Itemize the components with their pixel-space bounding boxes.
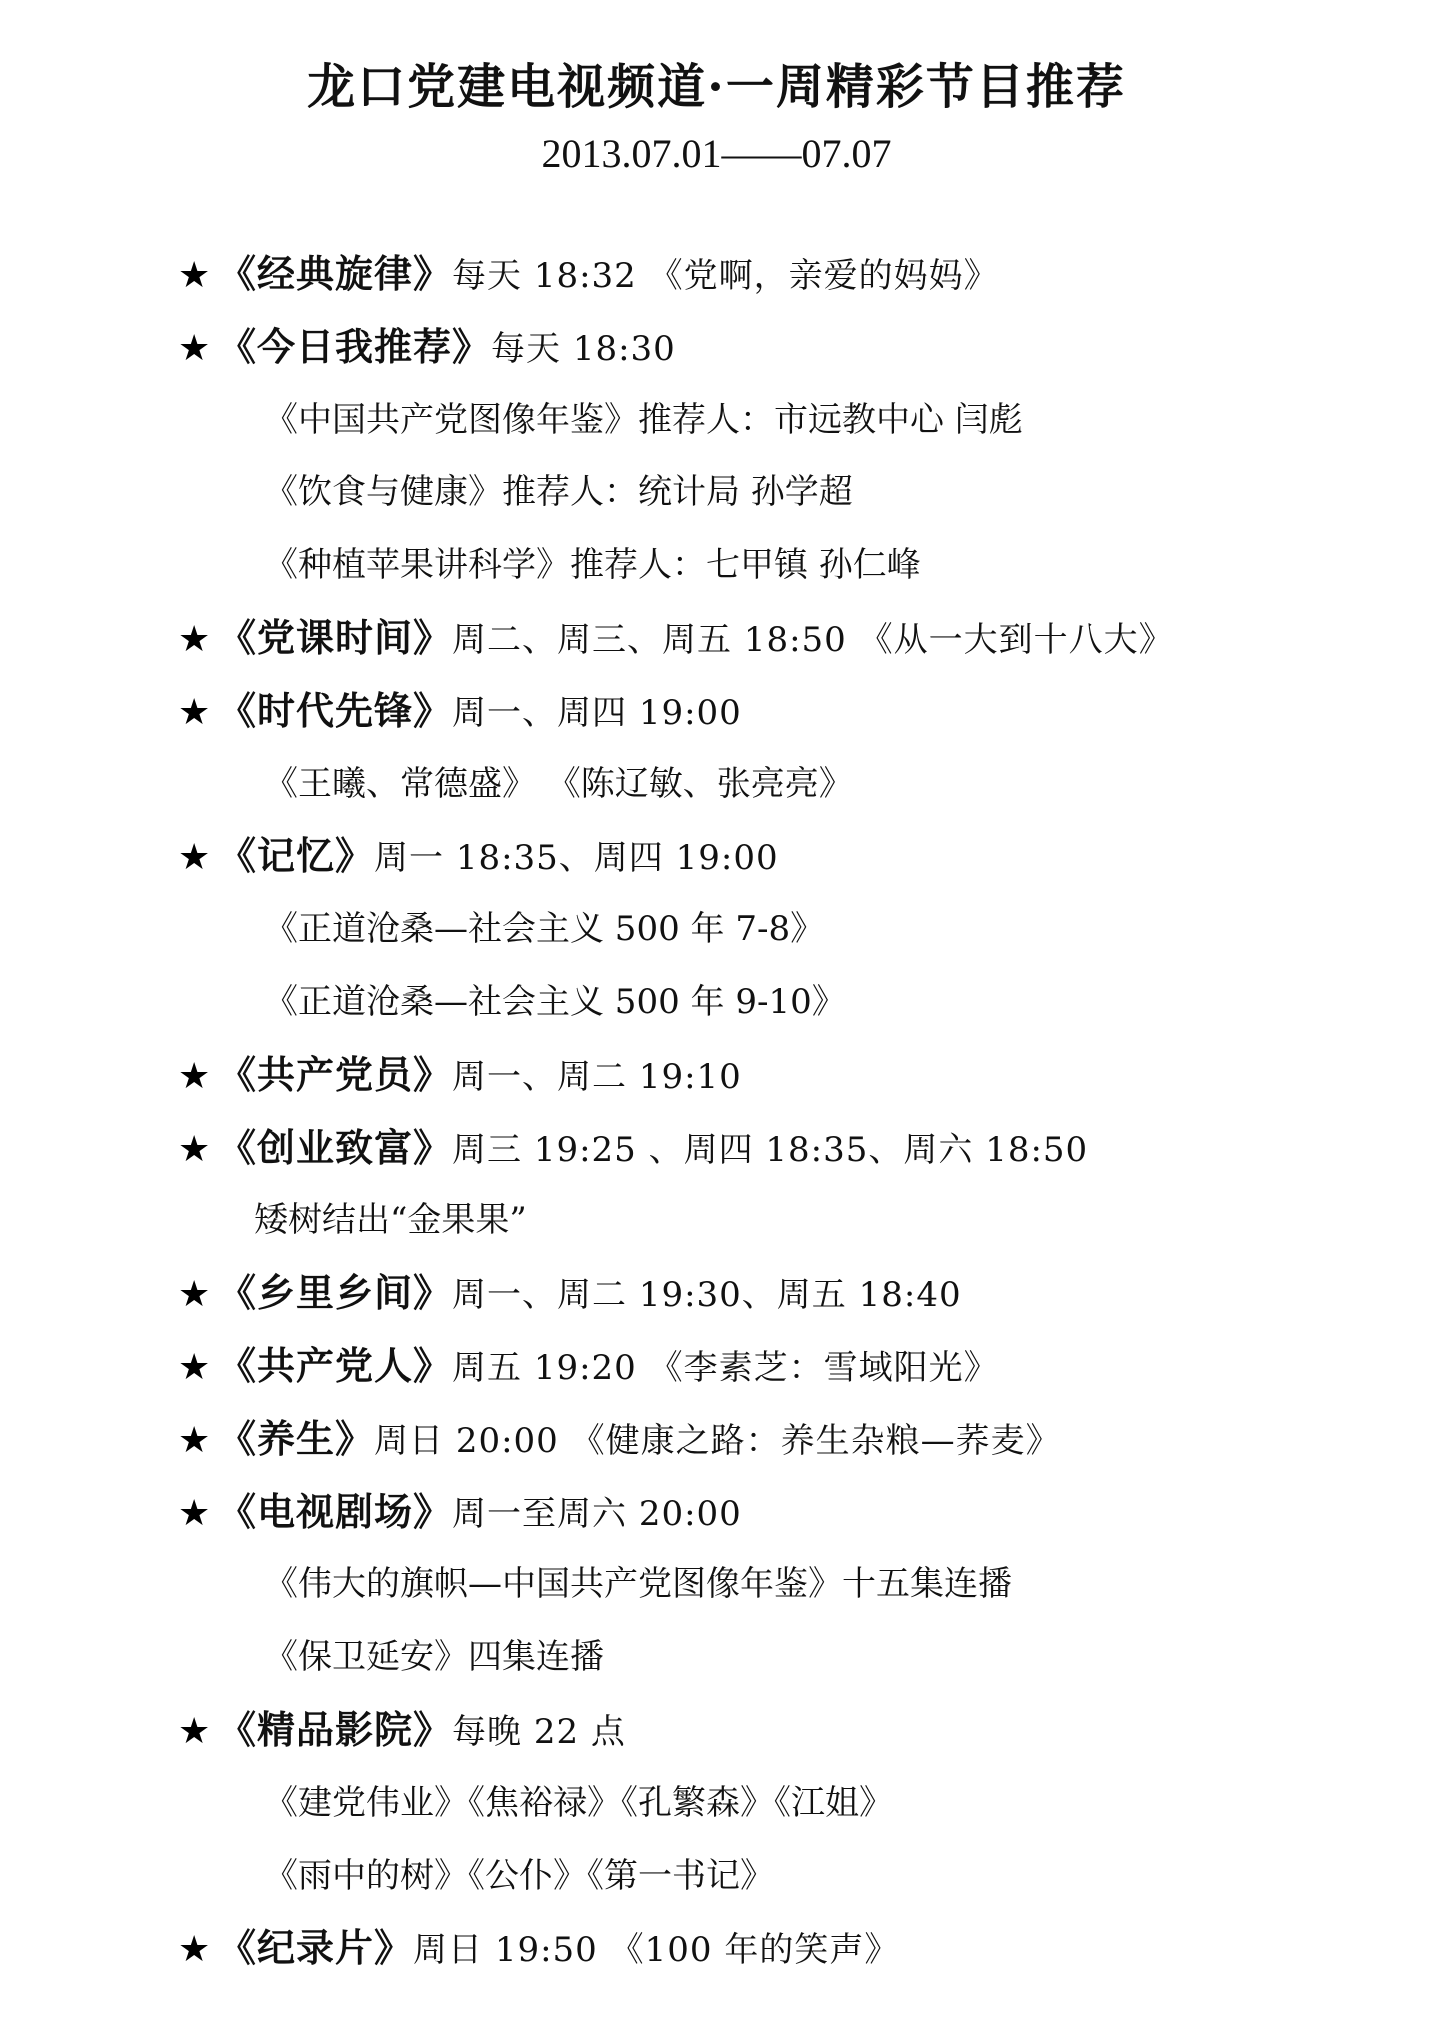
program-schedule: 周一至周六 20:00 — [452, 1493, 742, 1534]
program-row — [178, 1039, 1398, 1112]
program-episode-line: 《建党伟业》《焦裕禄》《孔繁森》《江姐》 — [264, 1782, 893, 1823]
program-row — [178, 1257, 1398, 1330]
program-schedule: 周一、周二 19:10 — [452, 1056, 742, 1097]
star-icon: ★ — [178, 618, 211, 660]
program-name: 《养生》 — [218, 1415, 375, 1461]
program-row — [178, 311, 1398, 384]
star-icon: ★ — [178, 1128, 211, 1170]
star-icon: ★ — [178, 837, 211, 879]
program-row — [178, 238, 1398, 311]
program-name: 《记忆》 — [218, 833, 375, 879]
star-icon: ★ — [178, 1346, 211, 1388]
program-schedule: 周一 18:35、周四 19:00 — [374, 838, 779, 879]
program-episode-line: 《正道沧桑—社会主义 500 年 9-10》 — [264, 981, 846, 1022]
program-row — [178, 1112, 1398, 1185]
star-icon: ★ — [178, 1419, 211, 1461]
program-row — [178, 602, 1398, 675]
program-name: 《乡里乡间》 — [218, 1270, 453, 1316]
program-name: 《党课时间》 — [218, 614, 453, 660]
program-name: 《创业致富》 — [218, 1124, 453, 1170]
program-episode-line: 《中国共产党图像年鉴》推荐人：市远教中心 闫彪 — [264, 399, 1023, 440]
program-row — [178, 1330, 1398, 1403]
program-episode-line: 矮树结出“金果果” — [254, 1200, 527, 1241]
program-row — [178, 1403, 1398, 1476]
program-episode-line: 《伟大的旗帜—中国共产党图像年鉴》十五集连播 — [264, 1564, 1012, 1605]
program-episode-line: 《种植苹果讲科学》推荐人：七甲镇 孙仁峰 — [264, 545, 921, 586]
program-episode-line: 《饮食与健康》推荐人：统计局 孙学超 — [264, 472, 853, 513]
program-list — [178, 238, 1398, 1985]
program-row — [178, 675, 1398, 748]
program-row — [178, 820, 1398, 893]
program-schedule: 周二、周三、周五 18:50 《从一大到十八大》 — [452, 619, 1174, 660]
program-schedule: 周五 19:20 《李素芝：雪域阳光》 — [452, 1347, 999, 1388]
program-episode-line: 《雨中的树》《公仆》《第一书记》 — [264, 1855, 774, 1896]
program-schedule: 周一、周二 19:30、周五 18:40 — [452, 1275, 962, 1316]
program-schedule: 每天 18:30 — [491, 328, 676, 369]
star-icon: ★ — [178, 1274, 211, 1316]
program-schedule: 每晚 22 点 — [452, 1711, 626, 1752]
program-name: 《精品影院》 — [218, 1706, 453, 1752]
program-name: 《共产党员》 — [218, 1051, 453, 1097]
star-icon: ★ — [178, 1929, 211, 1971]
program-schedule: 周日 20:00 《健康之路：养生杂粮—荞麦》 — [374, 1420, 1061, 1461]
program-name: 《共产党人》 — [218, 1342, 453, 1388]
program-name: 《经典旋律》 — [218, 251, 453, 296]
page-title: 龙口党建电视频道·一周精彩节目推荐 — [307, 59, 1126, 115]
star-icon: ★ — [178, 255, 211, 296]
program-episode-line: 《王曦、常德盛》 《陈辽敏、张亮亮》 — [264, 763, 853, 804]
date-range: 2013.07.01——07.07 — [541, 131, 892, 176]
program-row — [178, 1912, 1398, 1985]
program-schedule: 每天 18:32 《党啊，亲爱的妈妈》 — [452, 256, 999, 296]
star-icon: ★ — [178, 1492, 211, 1534]
program-episode-line: 《保卫延安》四集连播 — [264, 1637, 604, 1678]
program-name: 《电视剧场》 — [218, 1488, 453, 1534]
program-name: 《今日我推荐》 — [218, 323, 492, 369]
star-icon: ★ — [178, 1055, 211, 1097]
star-icon: ★ — [178, 691, 211, 733]
program-name: 《时代先锋》 — [218, 687, 453, 733]
program-schedule: 周三 19:25 、周四 18:35、周六 18:50 — [452, 1129, 1089, 1170]
star-icon: ★ — [178, 1710, 211, 1752]
program-row — [178, 1476, 1398, 1549]
star-icon: ★ — [178, 327, 211, 369]
program-schedule: 周一、周四 19:00 — [452, 692, 742, 733]
program-name: 《纪录片》 — [218, 1925, 414, 1971]
program-episode-line: 《正道沧桑—社会主义 500 年 7-8》 — [264, 909, 825, 950]
program-schedule: 周日 19:50 《100 年的笑声》 — [413, 1930, 900, 1971]
program-row — [178, 1694, 1398, 1767]
